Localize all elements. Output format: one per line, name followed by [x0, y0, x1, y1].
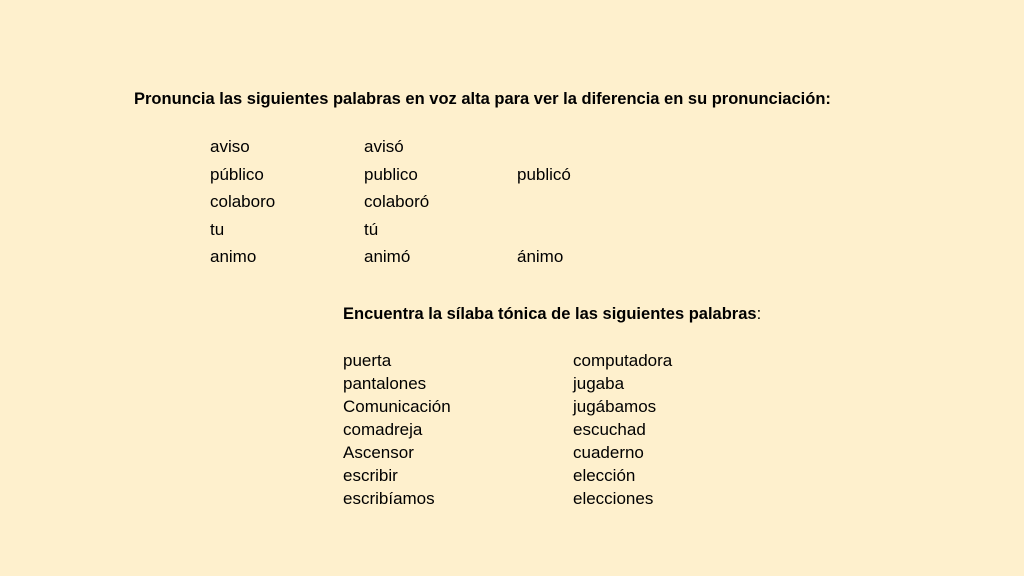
word-cell: animo — [210, 247, 257, 267]
word-cell: público — [210, 164, 264, 184]
word-cell: escribir — [343, 466, 398, 485]
word-cell: colaboro — [210, 192, 276, 212]
word-cell: animó — [364, 247, 411, 267]
syllable-instruction-text: Encuentra la sílaba tónica de las siguientes palabras — [343, 305, 757, 323]
word-cell: comadreja — [343, 420, 423, 439]
word-cell: publico — [364, 164, 418, 184]
syllable-instruction — [343, 304, 761, 324]
word-cell: tú — [364, 219, 379, 239]
word-cell: puerta — [343, 351, 392, 370]
syllable-instruction-colon: : — [756, 305, 762, 323]
word-cell: avisó — [364, 137, 404, 156]
word-cell: elecciones — [573, 489, 654, 508]
word-cell: Ascensor — [343, 443, 414, 462]
word-cell: elección — [573, 466, 636, 485]
pronunciation-instruction: Pronuncia las siguientes palabras en voz alta para ver la diferencia en su pronunciación: — [134, 90, 831, 108]
word-cell: tu — [210, 219, 225, 239]
word-cell: cuaderno — [573, 443, 644, 462]
word-cell: publicó — [517, 164, 571, 184]
word-cell: escribíamos — [343, 489, 435, 508]
word-cell: jugábamos — [573, 397, 657, 416]
word-cell: Comunicación — [343, 397, 451, 416]
word-cell: pantalones — [343, 374, 427, 393]
word-cell: aviso — [210, 137, 250, 156]
word-cell: jugaba — [573, 374, 625, 393]
word-cell: ánimo — [517, 247, 564, 267]
word-cell: escuchad — [573, 420, 646, 439]
word-cell: computadora — [573, 351, 673, 370]
word-cell: colaboró — [364, 192, 430, 212]
